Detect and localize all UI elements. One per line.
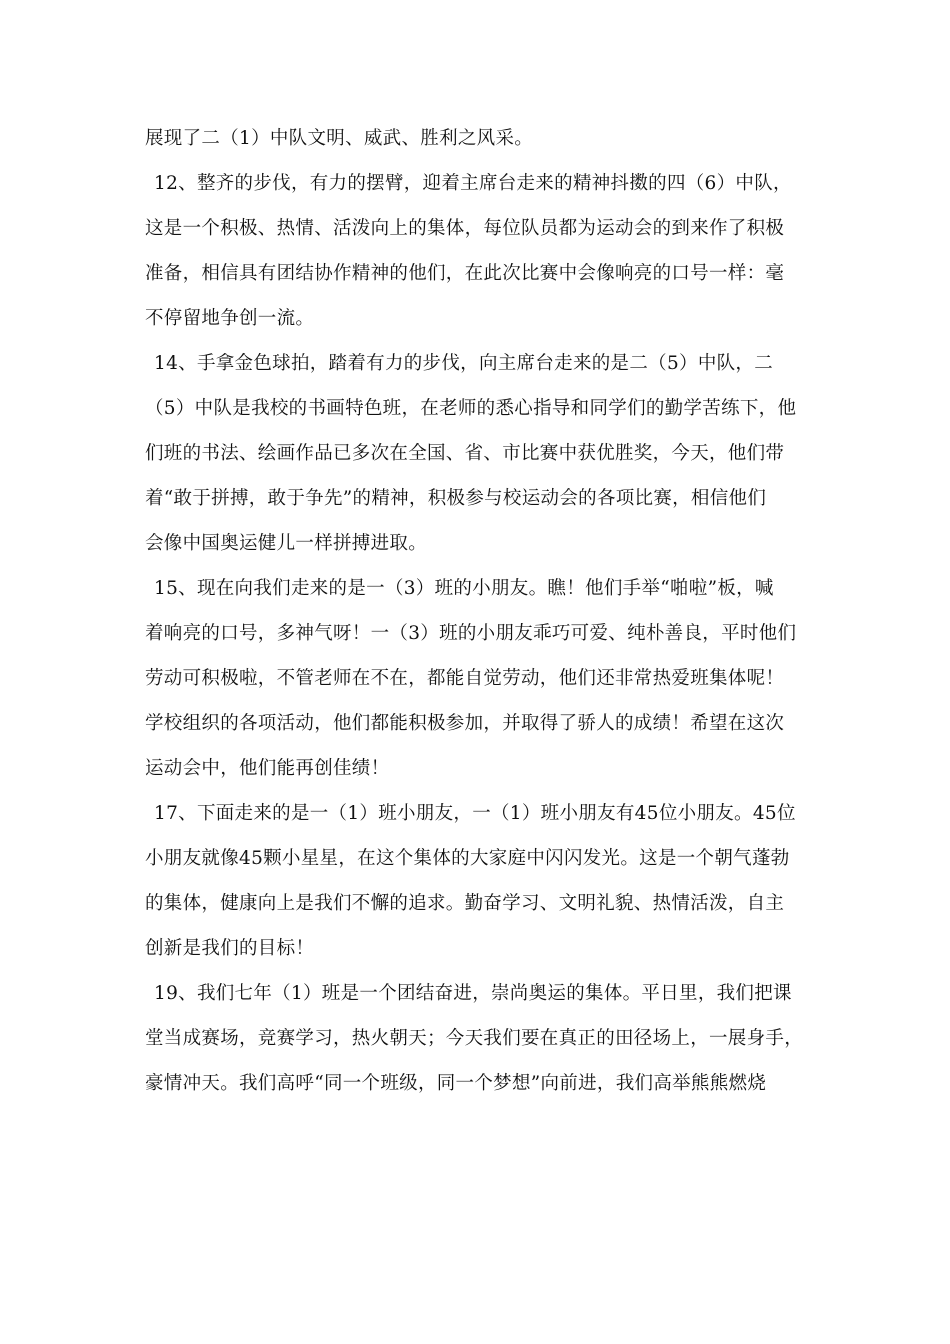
- text-line: 着“敢于拼搏，敢于争先”的精神，积极参与校运动会的各项比赛，相信他们: [145, 488, 767, 509]
- text-line: 会像中国奥运健儿一样拼搏进取。: [145, 533, 428, 554]
- text-line: 着响亮的口号，多神气呀！一（3）班的小朋友乖巧可爱、纯朴善良，平时他们: [145, 623, 797, 644]
- text-line: 不停留地争创一流。: [145, 308, 315, 329]
- text-line: 展现了二（1）中队文明、威武、胜利之风采。: [145, 128, 534, 149]
- text-body: [145, 116, 825, 1106]
- text-line: 们班的书法、绘画作品已多次在全国、省、市比赛中获优胜奖，今天，他们带: [145, 443, 785, 464]
- paragraph-start-12: 12、整齐的步伐，有力的摆臂，迎着主席台走来的精神抖擞的四（6）中队，: [154, 173, 792, 194]
- text-line: 劳动可积极啦，不管老师在不在，都能自觉劳动，他们还非常热爱班集体呢！: [145, 668, 785, 689]
- text-line: 豪情冲天。我们高呼“同一个班级，同一个梦想”向前进，我们高举熊熊燃烧: [145, 1073, 767, 1094]
- text-line: 的集体，健康向上是我们不懈的追求。勤奋学习、文明礼貌、热情活泼，自主: [145, 893, 785, 914]
- text-line: 小朋友就像45颗小星星，在这个集体的大家庭中闪闪发光。这是一个朝气蓬勃: [145, 848, 790, 869]
- paragraph-start-15: 15、现在向我们走来的是一（3）班的小朋友。瞧！他们手举“啪啦”板，喊: [154, 578, 774, 599]
- text-line: 堂当成赛场，竞赛学习，热火朝天；今天我们要在真正的田径场上，一展身手，: [145, 1028, 804, 1049]
- text-line: （5）中队是我校的书画特色班，在老师的悉心指导和同学们的勤学苦练下，他: [145, 398, 797, 419]
- text-line: 准备，相信具有团结协作精神的他们，在此次比赛中会像响亮的口号一样：毫: [145, 263, 785, 284]
- paragraph-start-17: 17、下面走来的是一（1）班小朋友，一（1）班小朋友有45位小朋友。45位: [154, 803, 796, 824]
- text-line: 运动会中，他们能再创佳绩！: [145, 758, 390, 779]
- paragraph-start-19: 19、我们七年（1）班是一个团结奋进，崇尚奥运的集体。平日里，我们把课: [154, 983, 792, 1004]
- paragraph-start-14: 14、手拿金色球拍，踏着有力的步伐，向主席台走来的是二（5）中队，二: [154, 353, 774, 374]
- text-line: 创新是我们的目标！: [145, 938, 315, 959]
- text-line: 学校组织的各项活动，他们都能积极参加，并取得了骄人的成绩！希望在这次: [145, 713, 785, 734]
- text-line: 这是一个积极、热情、活泼向上的集体，每位队员都为运动会的到来作了积极: [145, 218, 785, 239]
